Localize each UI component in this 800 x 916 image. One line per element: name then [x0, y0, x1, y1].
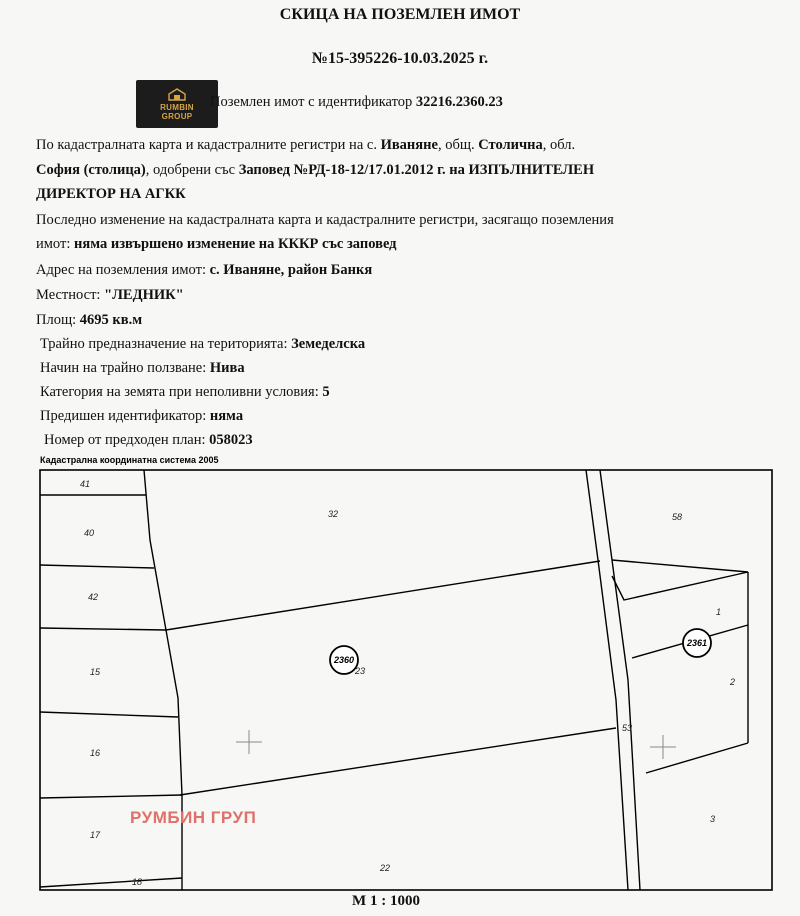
- coordinate-system-label: Кадастрална координатна система 2005: [40, 455, 219, 465]
- document-title: СКИЦА НА ПОЗЕМЛЕН ИМОТ: [279, 6, 521, 23]
- last-change-line-2: имот: няма извършено изменение на КККР със заповед: [36, 236, 397, 252]
- parcel-15-label: 15: [90, 667, 101, 677]
- road-strip: [586, 470, 640, 890]
- parcel-40-label: 40: [84, 528, 95, 538]
- parcel-58-label: 58: [672, 512, 683, 522]
- parcel-3-label: 3: [710, 814, 716, 824]
- locality-row: Местност: "ЛЕДНИК": [36, 287, 184, 303]
- parcel-16-label: 16: [90, 748, 101, 758]
- right-parcels: [612, 560, 748, 773]
- parcel-32-label: 32: [328, 509, 339, 519]
- logo-line2: GROUP: [161, 111, 193, 121]
- parcel-1-label: 1: [716, 607, 722, 617]
- company-logo: [136, 80, 218, 128]
- area-row: Площ: 4695 кв.м: [36, 312, 143, 328]
- cadastral-map: [0, 440, 800, 892]
- cadastre-line-3: ДИРЕКТОР НА АГКК: [36, 186, 186, 202]
- parcel-22-label: 22: [380, 863, 391, 873]
- category-row: Категория на земята при неполивни условия: 5: [40, 384, 330, 400]
- parcel-41-label: 41: [80, 479, 91, 489]
- house-logo-icon: [167, 88, 187, 101]
- property-subject: Поземлен имот с идентификатор 32216.2360.23: [210, 94, 503, 110]
- parcel-23-label: 23: [355, 666, 366, 676]
- usage-row: Начин на трайно ползване: Нива: [40, 360, 245, 376]
- parcel-53-label: 53: [622, 723, 633, 733]
- company-watermark: РУМБИН ГРУП: [130, 808, 257, 827]
- block-2360-marker: [330, 646, 358, 674]
- previous-plan-row: Номер от предходен план: 058023: [44, 432, 253, 448]
- previous-id-row: Предишен идентификатор: няма: [40, 408, 244, 424]
- parcel-42-label: 42: [88, 592, 99, 602]
- cadastre-line-2: София (столица), одобрени със Заповед №РД-18-12/17.01.2012 г. на ИЗПЪЛНИТЕЛЕН: [36, 162, 595, 178]
- svg-text:2361: 2361: [686, 638, 708, 648]
- center-parcels: [166, 561, 616, 795]
- parcel-17-label: 17: [90, 830, 101, 840]
- cadastre-line-1: По кадастралната карта и кадастралните регистри на с. Иваняне, общ. Столична, обл.: [36, 137, 576, 153]
- block-2361-marker: [683, 629, 711, 657]
- logo-line1: RUMBIN: [160, 102, 194, 112]
- address-row: Адрес на поземления имот: с. Иваняне, район Банкя: [36, 262, 373, 278]
- property-identifier: 32216.2360.23: [415, 94, 503, 110]
- svg-text:2360: 2360: [333, 655, 355, 665]
- purpose-row: Трайно предназначение на територията: Земеделска: [40, 336, 366, 352]
- document-number: №15-395226-10.03.2025 г.: [311, 50, 489, 67]
- parcel-18-label: 18: [132, 877, 143, 887]
- last-change-line-1: Последно изменение на кадастралната карта и кадастралните регистри, засягащо поземления: [36, 212, 614, 228]
- grid-crosshair-icon: [236, 730, 676, 759]
- parcel-2-label: 2: [730, 677, 736, 687]
- map-scale: М 1 : 1000: [352, 893, 420, 909]
